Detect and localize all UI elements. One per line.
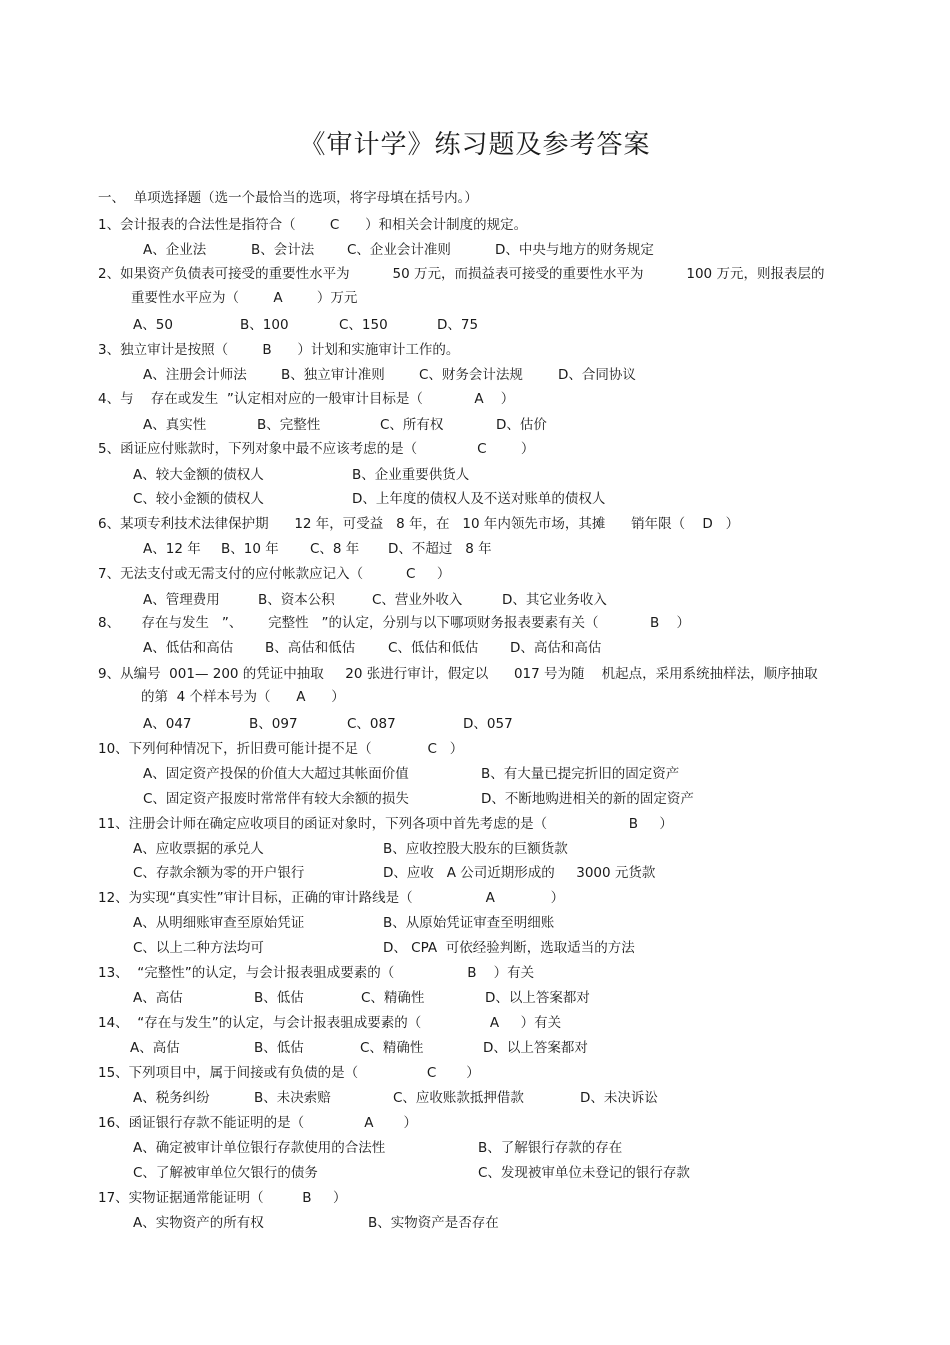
q7-option-a: A、管理费用 bbox=[143, 592, 220, 608]
q15-option-c: C、应收账款抵押借款 bbox=[393, 1090, 524, 1106]
q10-option-d: D、不断地购进相关的新的固定资产 bbox=[481, 791, 694, 807]
question-6: 6、某项专利技术法律保护期 12 年，可受益 8 年，在 10 年内领先市场，其摊 销年限（ D ） bbox=[98, 516, 740, 532]
q12-option-b: B、从原始凭证审查至明细账 bbox=[383, 915, 555, 931]
question-9-continued: 的第 4 个样本号为（ A ） bbox=[141, 689, 345, 705]
q2-option-a: A、50 bbox=[133, 317, 173, 333]
q15-option-a: A、税务纠纷 bbox=[133, 1090, 210, 1106]
q14-option-a: A、高估 bbox=[130, 1040, 180, 1056]
q5-option-a: A、较大金额的债权人 bbox=[133, 467, 264, 483]
q12-option-a: A、从明细账审查至原始凭证 bbox=[133, 915, 305, 931]
q8-option-c: C、低估和低估 bbox=[388, 640, 479, 656]
q4-option-b: B、完整性 bbox=[257, 417, 321, 433]
q10-option-a: A、固定资产投保的价值大大超过其帐面价值 bbox=[143, 766, 409, 782]
q9-option-c: C、087 bbox=[347, 716, 396, 732]
q10-option-c: C、固定资产报废时常常伴有较大余额的损失 bbox=[143, 791, 409, 807]
q7-option-c: C、营业外收入 bbox=[372, 592, 463, 608]
q9-option-d: D、057 bbox=[463, 716, 513, 732]
question-2: 2、如果资产负债表可接受的重要性水平为 50 万元，而损益表可接受的重要性水平为 100 万元，则报表层的 bbox=[98, 266, 825, 282]
q8-option-d: D、高估和高估 bbox=[510, 640, 602, 656]
question-16: 16、函证银行存款不能证明的是（ A ） bbox=[98, 1115, 418, 1131]
q3-option-c: C、财务会计法规 bbox=[419, 367, 523, 383]
q1-option-c: C、企业会计准则 bbox=[347, 242, 451, 258]
question-10: 10、下列何种情况下，折旧费可能计提不足（ C ） bbox=[98, 741, 464, 757]
q14-option-b: B、低估 bbox=[254, 1040, 304, 1056]
q13-option-d: D、以上答案都对 bbox=[485, 990, 590, 1006]
q7-option-d: D、其它业务收入 bbox=[502, 592, 607, 608]
q17-option-b: B、实物资产是否存在 bbox=[368, 1215, 499, 1231]
q2-option-b: B、100 bbox=[240, 317, 289, 333]
question-8: 8、 存在与发生 ”、 完整性 ”的认定，分别与以下哪项财务报表要素有关（ B ） bbox=[98, 615, 690, 631]
q16-option-c: C、了解被审单位欠银行的债务 bbox=[133, 1165, 318, 1181]
q3-option-a: A、注册会计师法 bbox=[143, 367, 247, 383]
q16-option-a: A、确定被审计单位银行存款使用的合法性 bbox=[133, 1140, 386, 1156]
question-17: 17、实物证据通常能证明（ B ） bbox=[98, 1190, 347, 1206]
q4-option-a: A、真实性 bbox=[143, 417, 207, 433]
question-11: 11、注册会计师在确定应收项目的函证对象时，下列各项中首先考虑的是（ B ） bbox=[98, 816, 673, 832]
q5-option-c: C、较小金额的债权人 bbox=[133, 491, 264, 507]
section-heading: 一、 单项选择题（选一个最恰当的选项，将字母填在括号内。） bbox=[98, 190, 478, 206]
question-15: 15、下列项目中，属于间接或有负债的是（ C ） bbox=[98, 1065, 480, 1081]
q9-option-a: A、047 bbox=[143, 716, 192, 732]
q7-option-b: B、资本公积 bbox=[258, 592, 335, 608]
document-title: 《审计学》练习题及参考答案 bbox=[299, 130, 651, 160]
q10-option-b: B、有大量已提完折旧的固定资产 bbox=[481, 766, 680, 782]
q11-option-c: C、存款余额为零的开户银行 bbox=[133, 865, 305, 881]
q1-option-a: A、企业法 bbox=[143, 242, 207, 258]
question-1: 1、会计报表的合法性是指符合（ C ）和相关会计制度的规定。 bbox=[98, 217, 528, 233]
q16-option-d: C、发现被审单位未登记的银行存款 bbox=[478, 1165, 690, 1181]
question-12: 12、为实现“真实性”审计目标，正确的审计路线是（ A ） bbox=[98, 890, 565, 906]
question-7: 7、无法支付或无需支付的应付帐款应记入（ C ） bbox=[98, 566, 451, 582]
question-5: 5、函证应付账款时，下列对象中最不应该考虑的是（ C ） bbox=[98, 441, 535, 457]
q3-option-b: B、独立审计准则 bbox=[281, 367, 385, 383]
question-2-continued: 重要性水平应为（ A ）万元 bbox=[131, 290, 358, 306]
question-14: 14、 “存在与发生”的认定，与会计报表驵成要素的（ A ）有关 bbox=[98, 1015, 562, 1031]
q13-option-c: C、精确性 bbox=[361, 990, 425, 1006]
q2-option-c: C、150 bbox=[339, 317, 388, 333]
q6-option-c: C、8 年 bbox=[310, 541, 360, 557]
q17-option-a: A、实物资产的所有权 bbox=[133, 1215, 264, 1231]
q12-option-d: D、 CPA 可依经验判断，选取适当的方法 bbox=[383, 940, 635, 956]
q6-option-a: A、12 年 bbox=[143, 541, 201, 557]
q14-option-d: D、以上答案都对 bbox=[483, 1040, 588, 1056]
question-3: 3、独立审计是按照（ B ）计划和实施审计工作的。 bbox=[98, 342, 460, 358]
question-4: 4、与 存在或发生 ”认定相对应的一般审计目标是（ A ） bbox=[98, 391, 515, 407]
q11-option-a: A、应收票据的承兑人 bbox=[133, 841, 264, 857]
q6-option-d: D、不超过 8 年 bbox=[388, 541, 492, 557]
q1-option-d: D、中央与地方的财务规定 bbox=[495, 242, 654, 258]
question-9: 9、从编号 001— 200 的凭证中抽取 20 张进行审计，假定以 017 号为随 机起点，采用系统抽样法，顺序抽取 bbox=[98, 666, 818, 682]
q6-option-b: B、10 年 bbox=[221, 541, 279, 557]
q5-option-d: D、上年度的债权人及不送对账单的债权人 bbox=[352, 491, 606, 507]
q12-option-c: C、以上二种方法均可 bbox=[133, 940, 264, 956]
q14-option-c: C、精确性 bbox=[360, 1040, 424, 1056]
q4-option-c: C、所有权 bbox=[380, 417, 444, 433]
q16-option-b: B、了解银行存款的存在 bbox=[478, 1140, 623, 1156]
q11-option-d: D、应收 A 公司近期形成的 3000 元货款 bbox=[383, 865, 656, 881]
q2-option-d: D、75 bbox=[437, 317, 479, 333]
q4-option-d: D、估价 bbox=[496, 417, 547, 433]
q3-option-d: D、合同协议 bbox=[558, 367, 636, 383]
q9-option-b: B、097 bbox=[249, 716, 298, 732]
q13-option-a: A、高估 bbox=[133, 990, 183, 1006]
q8-option-a: A、低估和高估 bbox=[143, 640, 234, 656]
q11-option-b: B、应收控股大股东的巨额货款 bbox=[383, 841, 568, 857]
q15-option-b: B、未决索赔 bbox=[254, 1090, 331, 1106]
q5-option-b: B、企业重要供货人 bbox=[352, 467, 470, 483]
question-13: 13、 “完整性”的认定，与会计报表驵成要素的（ B ）有关 bbox=[98, 965, 535, 981]
q1-option-b: B、会计法 bbox=[251, 242, 315, 258]
q13-option-b: B、低估 bbox=[254, 990, 304, 1006]
q8-option-b: B、高估和低估 bbox=[265, 640, 356, 656]
q15-option-d: D、未决诉讼 bbox=[580, 1090, 658, 1106]
